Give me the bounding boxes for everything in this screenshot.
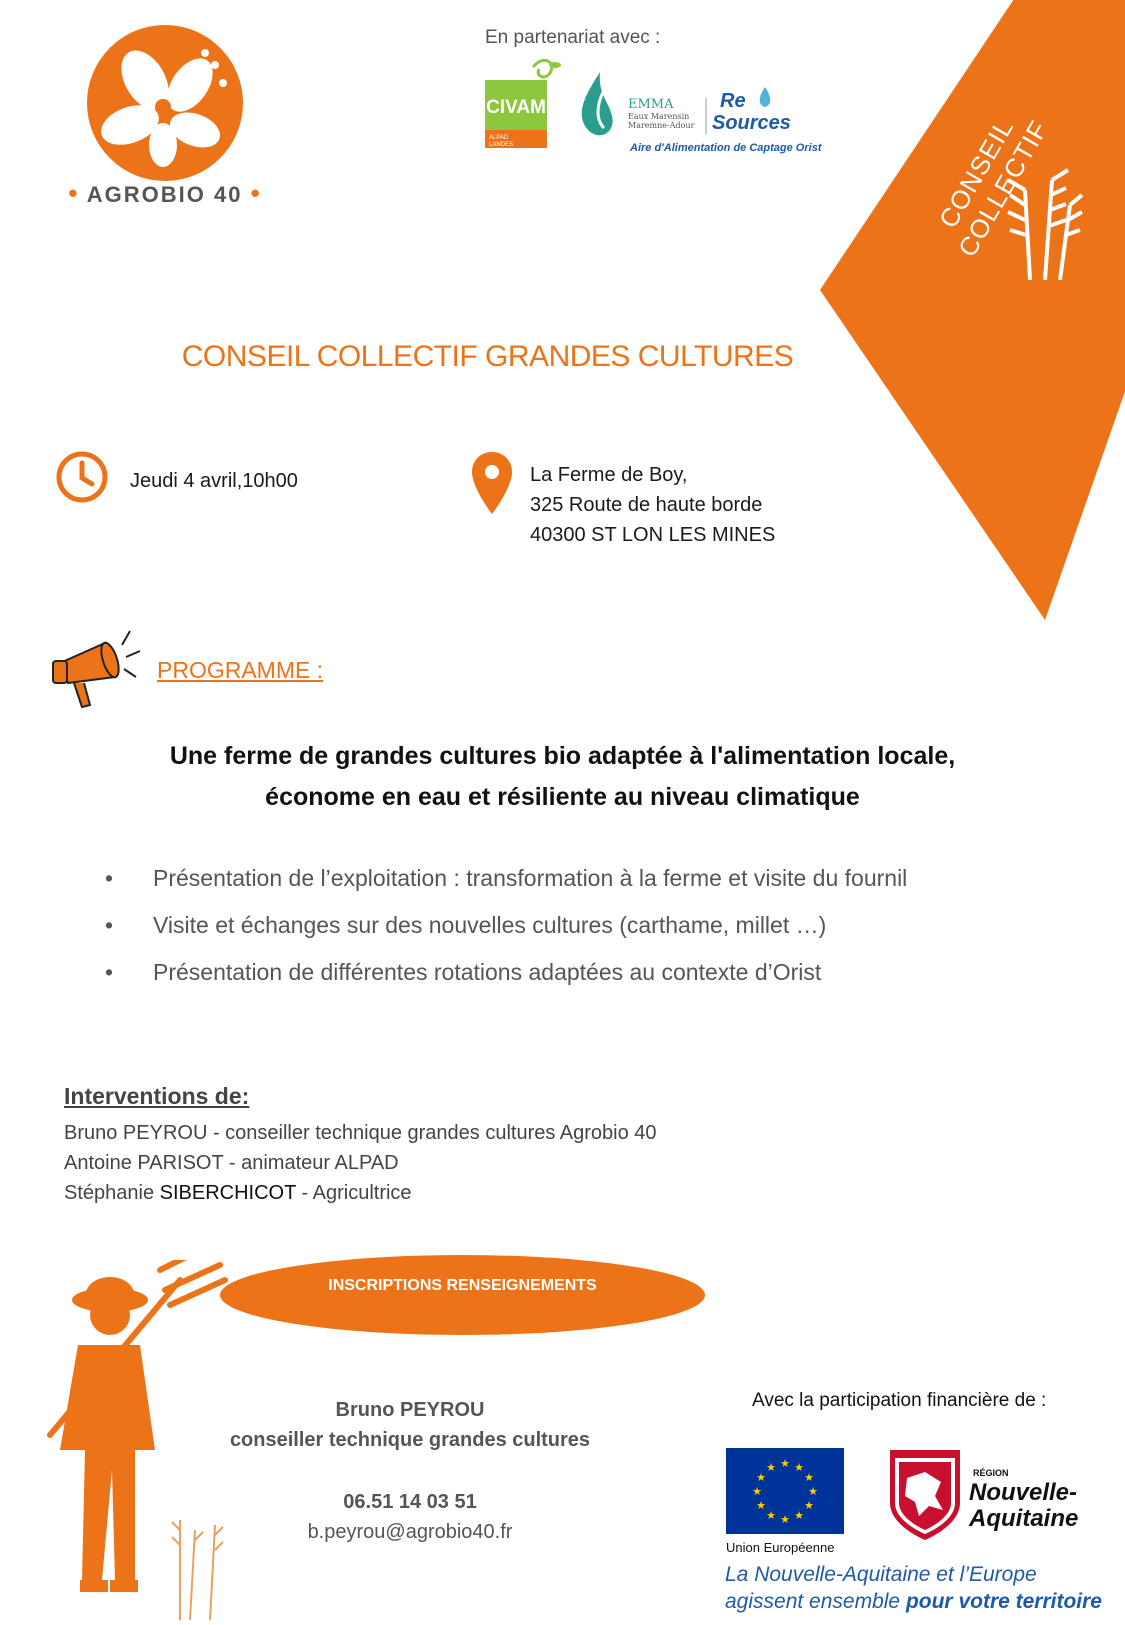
list-item: • Présentation de l’exploitation : transformation à la ferme et visite du fournil — [105, 865, 908, 891]
contact-role: conseiller technique grandes cultures — [229, 1429, 591, 1451]
speaker-line: Bruno PEYROU - conseiller technique grandes cultures Agrobio 40 — [64, 1122, 657, 1144]
page-title: CONSEIL COLLECTIF GRANDES CULTURES — [181, 340, 794, 373]
address-line: 325 Route de haute borde — [530, 494, 763, 516]
civam-logo — [485, 55, 565, 155]
captage-caption: Aire d'Alimentation de Captage Orist — [630, 142, 822, 154]
svg-text:★: ★ — [808, 1485, 818, 1498]
contact-block — [190, 1395, 630, 1547]
svg-text:★: ★ — [752, 1485, 762, 1498]
contact-email[interactable]: b.peyrou@agrobio40.fr — [307, 1521, 513, 1543]
event-date: Jeudi 4 avril,10h00 — [130, 470, 298, 492]
svg-text:ALPAD: ALPAD — [489, 135, 509, 141]
megaphone-icon — [50, 625, 145, 710]
funding-label: Avec la participation financière de : — [752, 1390, 1047, 1411]
svg-text:★: ★ — [780, 1513, 790, 1526]
address-line: La Ferme de Boy, — [530, 464, 688, 486]
speaker-line: Antoine PARISOT - animateur ALPAD — [64, 1152, 399, 1174]
interventions-list — [64, 1118, 657, 1208]
list-item: • Visite et échanges sur des nouvelles cultures (carthame, millet …) — [105, 912, 827, 938]
svg-text:Maremne-Adour: Maremne-Adour — [628, 121, 695, 130]
svg-text:★: ★ — [794, 1509, 804, 1522]
inscriptions-label: INSCRIPTIONS RENSEIGNEMENTS — [328, 1277, 597, 1294]
svg-text:Re: Re — [720, 90, 746, 112]
clock-icon — [55, 450, 109, 504]
svg-text:EMMA: EMMA — [628, 97, 674, 112]
interventions-heading: Interventions de: — [64, 1083, 250, 1109]
svg-text:★: ★ — [756, 1471, 766, 1484]
svg-text:RÉGION: RÉGION — [973, 1468, 1009, 1478]
location-pin-icon — [470, 450, 514, 516]
region-logo — [885, 1448, 1100, 1543]
speaker-line: Stéphanie SIBERCHICOT - Agricultrice — [64, 1182, 412, 1204]
svg-text:★: ★ — [804, 1471, 814, 1484]
address-line: 40300 ST LON LES MINES — [530, 524, 776, 546]
contact-phone: 06.51 14 03 51 — [343, 1491, 477, 1513]
svg-text:LANDES: LANDES — [489, 142, 514, 148]
svg-text:CIVAM: CIVAM — [486, 97, 546, 118]
svg-text:★: ★ — [780, 1457, 790, 1470]
programme-headline — [0, 736, 1125, 818]
svg-text:★: ★ — [766, 1509, 776, 1522]
decorative-diamond — [820, 0, 1125, 630]
svg-text:★: ★ — [756, 1499, 766, 1512]
eu-label: Union Européenne — [726, 1540, 835, 1555]
svg-text:★: ★ — [766, 1461, 776, 1474]
bullet-icon: • — [105, 912, 114, 938]
funding-tagline: La Nouvelle-Aquitaine et l’Europe — [725, 1563, 1037, 1586]
diamond-label: CONSEIL COLLECTIF — [932, 113, 1054, 262]
logo-text: • AGROBIO 40 • — [68, 178, 262, 208]
contact-name: Bruno PEYROU — [335, 1399, 485, 1421]
svg-text:Sources: Sources — [712, 112, 791, 134]
svg-text:Eaux Marensin: Eaux Marensin — [628, 112, 690, 121]
svg-text:Aquitaine: Aquitaine — [969, 1505, 1079, 1532]
list-item: • Présentation de différentes rotations adaptées au contexte d’Orist — [105, 959, 822, 985]
svg-text:★: ★ — [794, 1461, 804, 1474]
inscriptions-banner — [220, 1255, 705, 1335]
svg-text:Nouvelle-: Nouvelle- — [969, 1479, 1078, 1506]
event-address — [530, 460, 775, 550]
programme-heading: PROGRAMME : — [157, 657, 324, 683]
headline-line: économe en eau et résiliente au niveau climatique — [265, 783, 860, 811]
partner-label: En partenariat avec : — [485, 27, 661, 48]
programme-list — [105, 865, 907, 1006]
bullet-icon: • — [105, 959, 114, 985]
ressources-logo — [710, 85, 800, 145]
svg-text:★: ★ — [804, 1499, 814, 1512]
eu-flag-icon — [726, 1448, 844, 1534]
funding-tagline: agissent ensemble pour votre territoire — [725, 1590, 1102, 1613]
headline-line: Une ferme de grandes cultures bio adaptée à l'alimentation locale, — [169, 742, 956, 770]
bullet-icon: • — [105, 865, 114, 891]
